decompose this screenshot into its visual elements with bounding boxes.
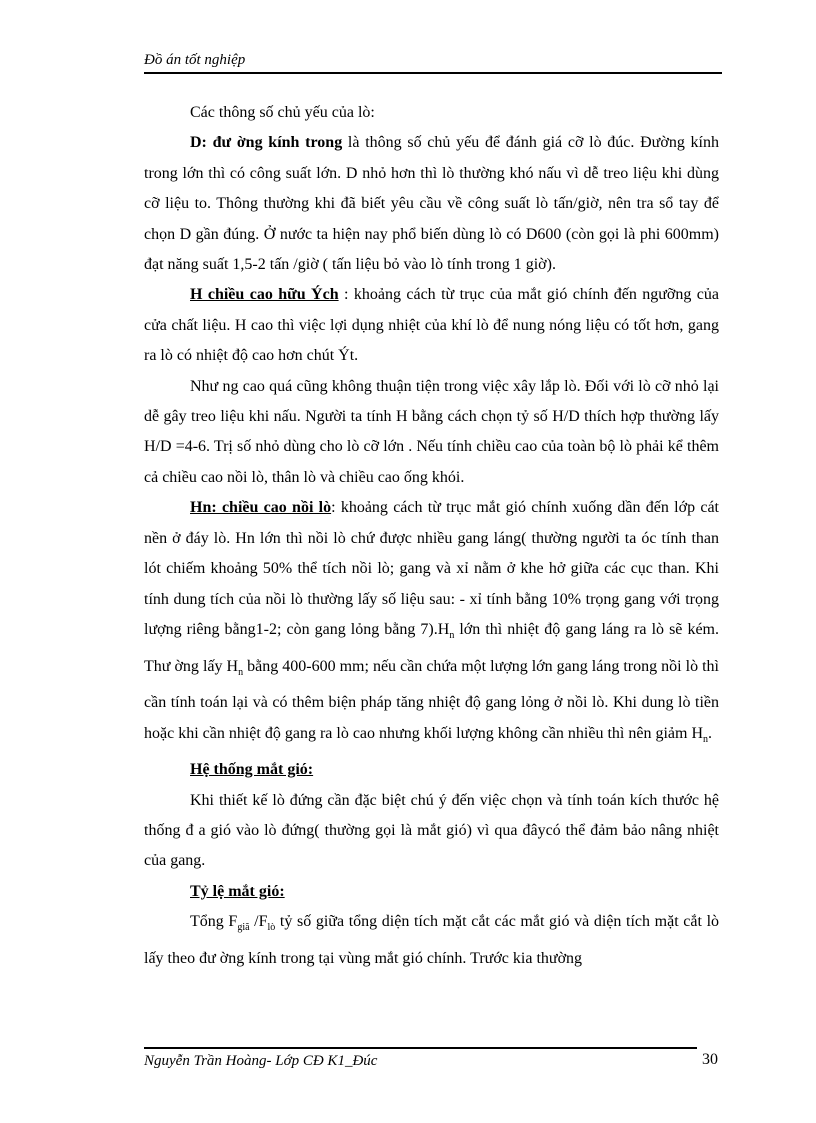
paragraph-height-note: Như ng cao quá cũng không thuận tiện trong việc xây lắp lò. Đối với lò cỡ nhỏ lại dễ gây treo liệu khi nấu. Người ta tính H bằng cách chọn tỷ số H/D thích hợp thường lấy H/D =4-6. Trị số nhỏ dùng cho lò cỡ lớn . Nếu tính chiều cao của toàn bộ lò phải kể thêm cả chiều cao nồi lò, thân lò và chiều cao ống khói. [144,377,719,486]
term-diameter: D: đư ờng kính trong [190,134,343,152]
term-height: H chiều cao hữu Ých [190,286,339,304]
page-header: Đồ án tốt nghiệp [144,52,246,68]
paragraph-tuyere-system: Khi thiết kế lò đứng cần đặc biệt chú ý đến việc chọn và tính toán kích thước hệ thống đ a gió vào lò đứng( thường gọi là mắt gió) vì qua đâycó thể đảm bảo nâng nhiệt của gang. [144,791,719,870]
paragraph-diameter: D: đư ờng kính trong là thông số chủ yếu để đánh giá cỡ lò đúc. Đường kính trong lớn thì có công suất lớn. D nhỏ hơn thì lò thường khó nấu vì dễ treo liệu khi dùng cỡ liệu to. Thông thường khi đã biết yêu cầu về công suất lò tấn/giờ, nên tra sổ tay để chọn D gần đúng. Ở nước ta hiện nay phổ biến dùng lò có D600 (còn gọi là phi 600mm) đạt năng suất 1,5-2 tấn /giờ ( tấn liệu bỏ vào lò tính trong 1 giờ). [144,134,719,274]
footer-rule [144,1047,697,1049]
paragraph-intro: Các thông số chủ yếu của lò: [190,104,375,121]
header-rule [144,72,722,74]
paragraph-hearth-height: Hn: chiều cao nồi lò: khoảng cách từ trục mắt gió chính xuống dần đến lớp cát nền ở đáy lò. Hn lớn thì nồi lò chứ được nhiều gang láng( thường người ta óc tính than lót chiếm khoảng 50% thể tích nồi lò; gang và xỉ nằm ở khe hở giữa các cục than. Khi tính dung tích của nồi lò thường lấy số liệu sau: - xỉ tính bằng 10% trọng gang với trọng lượng riêng bằng1-2; còn gang lỏng bằng $7).H_n$ lớn thì nhiệt độ gang láng ra lò sẽ kém. Thư ờng lấy $H_n$ bằng 400-600 mm; nếu cần chứa một lượng lớn gang láng trong nồi lò thì cần tính toán lại và có thêm biện pháp tăng nhiệt độ gang lỏng ở nồi lò. Khi dung lò tiền hoặc khi cần nhiệt độ gang ra lò cao nhưng khối lượng không cần nhiều thì nên giảm $H_n$. [144,499,719,745]
paragraph-tuyere-ratio: Tổng $F_{giã}$ $/F_{lò}$ tỷ số giữa tổng diện tích mặt cắt các mắt gió và diện tích mặt cắt lò lấy theo đư ờng kính trong tại vùng mắt gió chính. Trước kia thường [144,913,720,967]
term-hearth-height: Hn: chiều cao nồi lò [190,499,332,517]
page-footer: Nguyễn Trần Hoàng- Lớp CĐ K1_Đúc [144,1053,378,1069]
page-number: 30 [702,1051,718,1068]
heading-tuyere-ratio: Tỷ lệ mắt gió: [190,882,285,900]
heading-tuyere-system: Hệ thống mắt gió: [190,761,314,779]
document-body [144,98,719,974]
paragraph-height: H chiều cao hữu Ých : khoảng cách từ trục của mắt gió chính đến ngưỡng của cửa chất liệu. H cao thì việc lợi dụng nhiệt của khí lò để nung nóng liệu có tốt hơn, gang ra lò có nhiệt độ cao hơn chút Ýt. [144,286,719,365]
